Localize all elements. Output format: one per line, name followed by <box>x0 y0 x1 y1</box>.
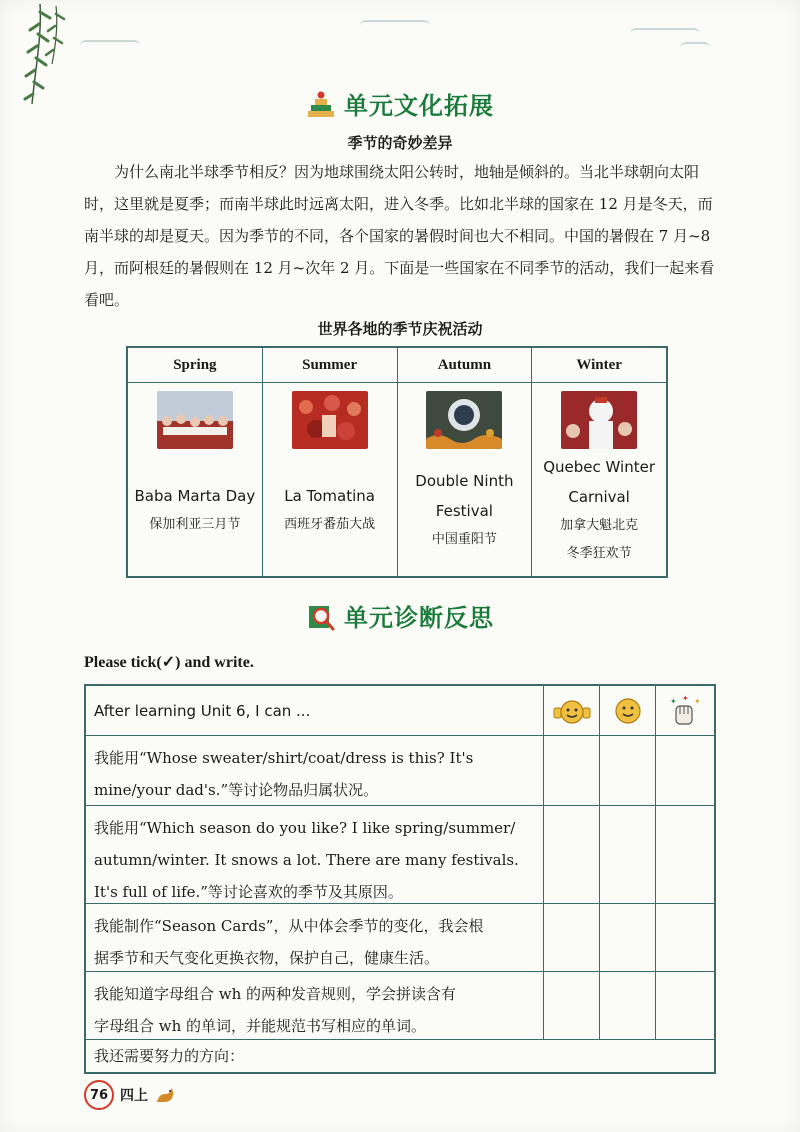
festival-name-cn: 西班牙番茄大战 <box>284 516 376 532</box>
reflection-prompt[interactable]: 我还需要努力的方向： <box>94 1047 245 1065</box>
festival-table-caption: 世界各地的季节庆祝活动 <box>317 320 483 338</box>
culture-subtitle: 季节的奇妙差异 <box>347 134 453 152</box>
page-number: 76 <box>84 1080 114 1110</box>
festival-column-summer <box>263 348 398 576</box>
svg-text:✦: ✦ <box>670 696 677 706</box>
statement-line: 我能制作“Season Cards”，从中体会季节的变化，我会根 <box>94 917 484 935</box>
header-cell: After learning Unit 6, I can ... <box>86 686 544 735</box>
rating-header-cell <box>544 686 600 735</box>
magnifier-book-icon <box>306 602 336 632</box>
statement-cell <box>86 904 544 971</box>
tick-box[interactable] <box>656 806 712 903</box>
festival-column-winter <box>532 348 666 576</box>
svg-text:✦: ✦ <box>694 696 701 706</box>
statement-cell <box>86 806 544 903</box>
statement-line: 我能用“Whose sweater/shirt/coat/dress is this? It's <box>94 749 474 767</box>
statement-row <box>86 904 714 972</box>
festival-name-en: Festival <box>435 501 493 520</box>
tick-box[interactable] <box>544 904 600 971</box>
festival-name-en: La Tomatina <box>284 486 375 505</box>
culture-title: 单元文化拓展 <box>344 92 494 120</box>
statement-row <box>86 972 714 1040</box>
festival-name-cn: 保加利亚三月节 <box>149 516 241 532</box>
festival-column-spring <box>128 348 263 576</box>
statement-cell <box>86 972 544 1039</box>
rating-header-cell <box>656 686 712 735</box>
excellent-thumbs-up-icon <box>553 696 591 726</box>
svg-text:✦: ✦ <box>682 693 689 703</box>
statement-line: 据季节和天气变化更换衣物，保护自己，健康生活。 <box>94 949 440 967</box>
statement-row <box>86 736 714 806</box>
festival-name-en: Quebec Winter <box>543 457 655 476</box>
statement-line: 我能用“Which season do you like? I like spring/summer/ <box>94 819 516 837</box>
season-header: Spring <box>128 348 262 383</box>
tick-box[interactable] <box>544 972 600 1039</box>
festival-column-autumn <box>398 348 533 576</box>
cloud-decoration <box>680 42 710 54</box>
cloud-decoration <box>630 28 700 40</box>
festival-name-cn: 冬季狂欢节 <box>566 545 632 561</box>
self-check-table <box>84 684 716 1074</box>
festival-name-en: Carnival <box>568 487 630 506</box>
cake-tower-icon <box>306 90 336 120</box>
tick-box[interactable] <box>656 972 712 1039</box>
statement-cell <box>86 736 544 805</box>
paragraph-text: 为什么南北半球季节相反？因为地球围绕太阳公转时，地轴是倾斜的。当北半球朝向太阳时，这里就是夏季；而南半球此时远离太阳，进入冬季。比如北半球的国家在 12 月是冬天，而南半球的却是夏天。因为季节的不同，各个国家的暑假时间也大不相同。中国的暑假在 7 月~8 月，而阿根廷的暑假则在 12 月~次年 2 月。下面是一些国家在不同季节的活动，我们一起来看看吧。 <box>84 163 715 309</box>
reflection-title: 单元诊断反思 <box>344 604 494 632</box>
festival-name-cn: 加拿大魁北克 <box>560 517 639 533</box>
tick-box[interactable] <box>656 904 712 971</box>
statement-line: 字母组合 wh 的单词，并能规范书写相应的单词。 <box>94 1017 427 1035</box>
season-header: Autumn <box>398 348 532 383</box>
statement-row <box>86 806 714 904</box>
festival-name-cn: 中国重阳节 <box>431 531 497 547</box>
season-header: Winter <box>532 348 666 383</box>
statement-line: 我能知道字母组合 wh 的两种发音规则，学会拼读含有 <box>94 985 457 1003</box>
cloud-decoration <box>80 40 140 52</box>
squirrel-icon <box>154 1086 176 1104</box>
baba-marta-photo <box>157 391 233 449</box>
tick-box[interactable] <box>600 904 656 971</box>
culture-paragraph <box>84 156 720 316</box>
festival-name-en: Baba Marta Day <box>134 486 256 505</box>
statement-line: autumn/winter. It snows a lot. There are many festivals. <box>94 851 519 869</box>
reflection-write-row <box>86 1040 714 1072</box>
tick-box[interactable] <box>600 972 656 1039</box>
keep-trying-fist-icon <box>664 694 704 728</box>
tick-box[interactable] <box>544 806 600 903</box>
table-header-row <box>86 686 714 736</box>
tick-box[interactable] <box>600 736 656 805</box>
rating-header-cell <box>600 686 656 735</box>
season-header: Summer <box>263 348 397 383</box>
instruction-text: Please tick(✓) and write. <box>84 654 254 671</box>
tick-box[interactable] <box>544 736 600 805</box>
statement-line: mine/your dad's.”等讨论物品归属状况。 <box>94 781 379 799</box>
grade-label: 四上 <box>120 1088 148 1104</box>
page-footer <box>84 1080 176 1110</box>
festival-table <box>126 346 668 578</box>
double-ninth-photo <box>426 391 502 449</box>
tick-box[interactable] <box>656 736 712 805</box>
culture-heading <box>0 86 800 121</box>
tick-box[interactable] <box>600 806 656 903</box>
quebec-carnival-photo <box>561 391 637 449</box>
la-tomatina-photo <box>292 391 368 449</box>
good-smiley-icon <box>613 696 643 726</box>
cloud-decoration <box>360 20 430 32</box>
festival-name-en: Double Ninth <box>415 471 514 490</box>
statement-line: It's full of life.”等讨论喜欢的季节及其原因。 <box>94 883 403 901</box>
reflection-heading <box>0 598 800 633</box>
